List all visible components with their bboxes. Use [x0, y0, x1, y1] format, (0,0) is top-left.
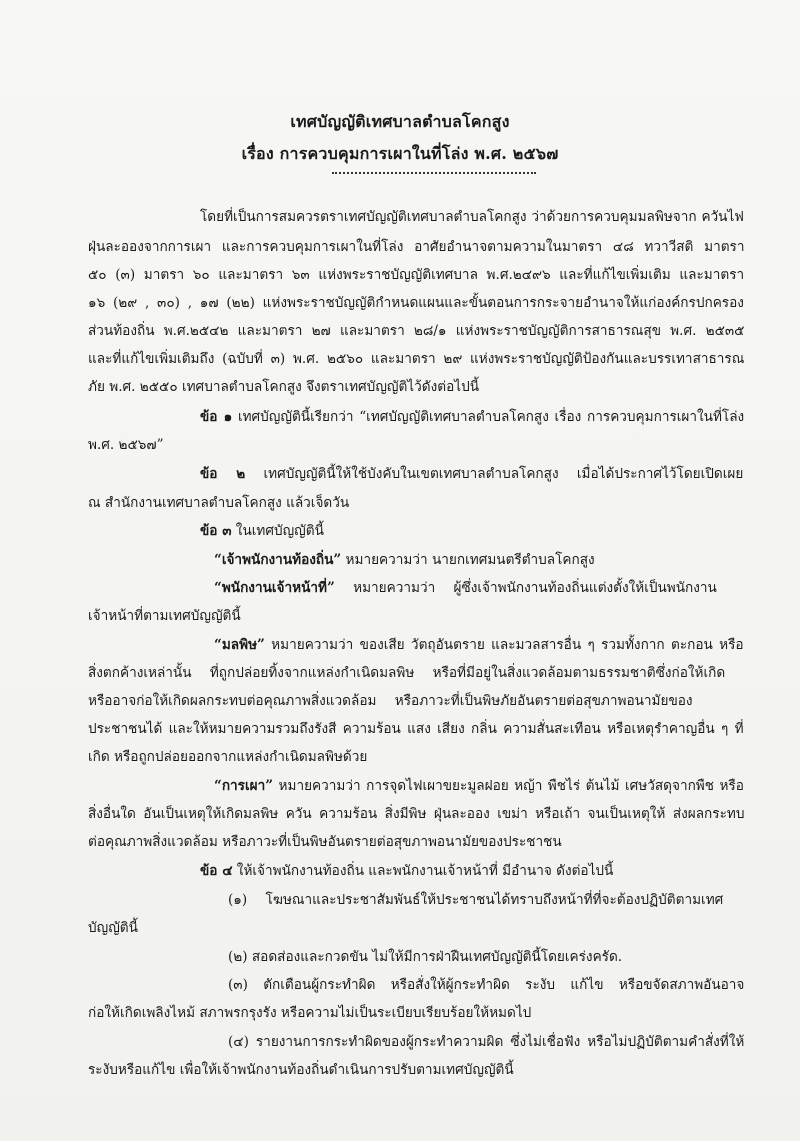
line-heading: “มลพิษ”	[214, 637, 265, 654]
body-line	[88, 238, 745, 255]
line-text: สิ่งตกค้างเหล่านั้น ที่ถูกปล่อยทิ้งจากแหล่งกำเนิดมลพิษ หรือที่มีอยู่ในสิ่งแวดล้อมตามธรรมชาติซึ่งก่อให้เกิด	[88, 665, 726, 682]
body-line	[200, 408, 745, 425]
line-text: ในเทศบัญญัตินี้	[231, 523, 324, 540]
body-line	[88, 922, 138, 936]
line-text: ฝุ่นละอองจากการเผา และการควบคุมการเผาในที่โล่ง อาศัยอำนาจตามความในมาตรา ๔๘ ทวาวีสติ มาตรา	[88, 238, 745, 255]
body-line	[214, 639, 744, 653]
line-text: ภัย พ.ศ. ๒๕๕๐ เทศบาลตำบลโคกสูง จึงตราเทศบัญญัติไว้ดังต่อไปนี้	[88, 378, 479, 395]
body-line	[200, 865, 613, 879]
body-line	[88, 436, 164, 453]
line-text: หมายความว่า นายกเทศมนตรีตำบลโคกสูง	[341, 552, 595, 569]
line-text: (๒) สอดส่องและกวดขัน ไม่ให้มีการฝ่าฝืนเทศบัญญัตินี้โดยเคร่งครัด.	[228, 949, 623, 966]
line-text: เทศบัญญัตินี้ให้ใช้บังคับในเขตเทศบาลตำบลโคกสูง เมื่อได้ประกาศไว้โดยเปิดเผย	[245, 466, 744, 483]
body-line	[88, 266, 745, 283]
line-text: ระงับหรือแก้ไข เพื่อให้เจ้าพนักงานท้องถิ่นดำเนินการปรับตามเทศบัญญัตินี้	[88, 1062, 514, 1079]
line-text: เทศบัญญัตินี้เรียกว่า “เทศบัญญัติเทศบาลตำบลโคกสูง เรื่อง การควบคุมการเผาในที่โล่ง	[232, 408, 745, 425]
body-line	[200, 208, 744, 225]
line-text: และที่แก้ไขเพิ่มเติมถึง (ฉบับที่ ๓) พ.ศ. ๒๕๖๐ และมาตรา ๒๙ แห่งพระราชบัญญัติป้องกันและบรรเทาสาธารณ	[88, 350, 745, 367]
line-text: เกิด หรือถูกปล่อยออกจากแหล่งกำเนิดมลพิษด้วย	[88, 749, 368, 766]
line-text: โดยที่เป็นการสมควรตราเทศบัญญัติเทศบาลตำบลโคกสูง ว่าด้วยการควบคุมมลพิษจาก ควันไฟ	[200, 208, 744, 225]
line-text: เจ้าหน้าที่ตามเทศบัญญัตินี้	[88, 608, 241, 625]
body-line	[88, 808, 744, 822]
line-text: พ.ศ. ๒๕๖๗”	[88, 436, 164, 453]
body-line	[88, 667, 725, 681]
body-line	[88, 836, 562, 850]
line-text: หมายความว่า ของเสีย วัตถุอันตราย และมวลสารอื่น ๆ รวมทั้งกาก ตะกอน หรือ	[264, 637, 744, 654]
line-heading: ข้อ ๓	[200, 523, 232, 540]
line-text: หมายความว่า ผู้ซึ่งเจ้าพนักงานท้องถิ่นแต่งตั้งให้เป็นพนักงาน	[334, 580, 717, 597]
line-text: บัญญัตินี้	[88, 920, 138, 937]
body-line	[88, 1064, 514, 1078]
body-line	[88, 723, 744, 737]
document-title: เทศบัญญัติเทศบาลตำบลโคกสูง	[290, 112, 510, 131]
line-text: (๑) โฆษณาและประชาสัมพันธ์ให้ประชาชนได้ทราบถึงหน้าที่ที่จะต้องปฏิบัติตามเทศ	[228, 892, 724, 909]
body-line	[88, 350, 745, 367]
line-heading: ข้อ ๔	[200, 863, 233, 880]
body-line	[88, 610, 241, 624]
line-heading: “เจ้าพนักงานท้องถิ่น”	[214, 552, 342, 569]
line-text: (๔) รายงานการกระทำผิดของผู้กระทำความผิด ซึ่งไม่เชื่อฟัง หรือไม่ปฏิบัติตามคำสั่งที่ให้	[228, 1034, 745, 1051]
line-text: ส่วนท้องถิ่น พ.ศ.๒๕๔๒ และมาตรา ๒๗ และมาตรา ๒๘/๑ แห่งพระราชบัญญัติการสาธารณสุข พ.ศ. ๒๕๓๕	[88, 322, 745, 339]
body-line	[88, 695, 693, 709]
body-line	[200, 468, 743, 482]
line-text: ประชาชนได้ และให้หมายความรวมถึงรังสี ความร้อน แสง เสียง กลิ่น ความสั่นสะเทือน หรือเหตุรำคาญอื่น ๆ ที่	[88, 721, 744, 738]
body-line	[214, 780, 744, 794]
body-line	[214, 582, 717, 596]
line-text: ๕๐ (๓) มาตรา ๖๐ และมาตรา ๖๓ แห่งพระราชบัญญัติเทศบาล พ.ศ.๒๔๙๖ และที่แก้ไขเพิ่มเติม และมาตรา	[88, 266, 745, 283]
body-line	[88, 1007, 531, 1021]
line-text: หรืออาจก่อให้เกิดผลกระทบต่อคุณภาพสิ่งแวดล้อม หรือภาวะที่เป็นพิษภัยอันตรายต่อสุขภาพอนามัยของ	[88, 693, 693, 710]
body-line	[88, 751, 367, 765]
line-text: ให้เจ้าพนักงานท้องถิ่น และพนักงานเจ้าหน้าที่ มีอำนาจ ดังต่อไปนี้	[232, 863, 614, 880]
body-line	[88, 378, 479, 395]
body-line	[214, 554, 595, 568]
page-margin	[0, 1080, 800, 1141]
body-line	[228, 894, 723, 908]
body-line	[228, 1036, 744, 1050]
line-text: ณ สำนักงานเทศบาลตำบลโคกสูง แล้วเจ็ดวัน	[88, 494, 350, 511]
body-line	[88, 494, 350, 511]
body-line	[88, 322, 745, 339]
body-line	[200, 525, 324, 539]
line-heading: ข้อ ๒	[200, 466, 246, 483]
line-heading: “การเผา”	[214, 778, 274, 795]
line-text: ก่อให้เกิดเพลิงไหม้ สภาพรกรุงรัง หรือความไม่เป็นระเบียบเรียบร้อยให้หมดไป	[88, 1005, 532, 1022]
title-separator	[332, 172, 536, 174]
line-text: สิ่งอื่นใด อันเป็นเหตุให้เกิดมลพิษ ควัน ความร้อน สิ่งมีพิษ ฝุ่นละออง เขม่า หรือเถ้า จนเป็นเหตุให้ ส่งผลกระทบ	[88, 806, 745, 823]
document-subtitle: เรื่อง การควบคุมการเผาในที่โล่ง พ.ศ. ๒๕๖๗	[241, 144, 559, 163]
line-heading: “พนักงานเจ้าหน้าที่”	[214, 580, 335, 597]
line-text: ๑๖ (๒๙ , ๓๐) , ๑๗ (๒๒) แห่งพระราชบัญญัติกำหนดแผนและขั้นตอนการกระจายอำนาจให้แก่องค์กรปกครอง	[88, 294, 744, 311]
line-text: หมายความว่า การจุดไฟเผาขยะมูลฝอย หญ้า พืชไร่ ต้นไม้ เศษวัสดุจากพืช หรือ	[273, 778, 744, 795]
line-heading: ข้อ ๑	[200, 408, 233, 425]
body-line	[228, 979, 744, 993]
line-text: (๓) ตักเตือนผู้กระทำผิด หรือสั่งให้ผู้กระทำผิด ระงับ แก้ไข หรือขจัดสภาพอันอาจ	[228, 977, 745, 994]
body-line	[228, 951, 622, 965]
line-text: ต่อคุณภาพสิ่งแวดล้อม หรือภาวะที่เป็นพิษอันตรายต่อสุขภาพอนามัยของประชาชน	[88, 834, 562, 851]
body-line	[88, 294, 744, 311]
